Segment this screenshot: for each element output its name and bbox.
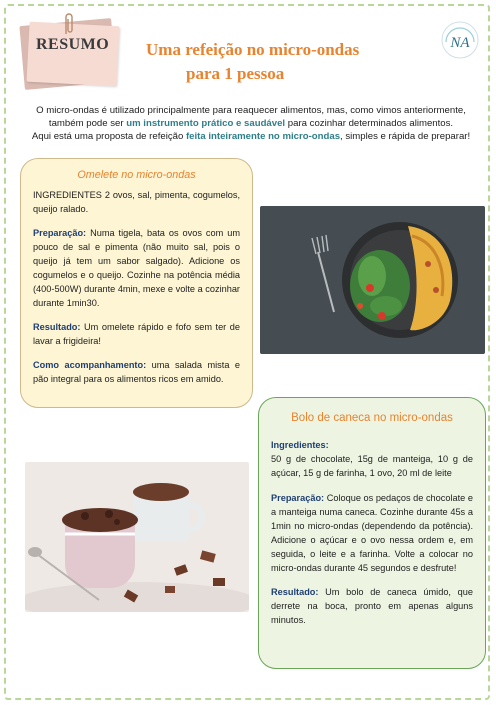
omelete-result <box>33 320 240 348</box>
bolo-prep-text: Coloque os pedaços de chocolate e a manteiga numa caneca. Cozinhe durante 45s a 1min no micro-ondas (dependendo da potência). Adicione o açúcar e o ovo nessa ordem e, em seguida, o leite e a farinha. Volte a colocar no micro-ondas durante 45 segundos e desfrute! <box>271 493 473 573</box>
omelete-side-text: uma salada mista e pão integral para os alimentos ricos em amido. <box>33 360 241 384</box>
bolo-photo <box>25 462 249 612</box>
bolo-result <box>271 585 473 627</box>
omelete-recipe-panel <box>20 158 253 408</box>
brand-logo <box>440 20 480 60</box>
bolo-ingredients-label: Ingredientes: <box>271 440 329 450</box>
page-title-line2: para 1 pessoa <box>186 64 285 83</box>
omelete-side-label: Como acompanhamento: <box>33 360 147 370</box>
intro-highlight-2: feita inteiramente no micro-ondas <box>185 131 341 142</box>
page-title-line1: Uma refeição no micro-ondas <box>146 40 360 59</box>
bolo-title: Bolo de caneca no micro-ondas <box>291 412 453 424</box>
paperclip-icon <box>62 12 74 36</box>
omelete-photo <box>260 206 485 354</box>
omelete-ingredients: INGREDIENTES 2 ovos, sal, pimenta, cogumelos, queijo ralado. <box>33 190 240 214</box>
bolo-prep-label: Preparação: <box>271 493 325 503</box>
intro-highlight-1: um instrumento prático e saudável <box>126 118 286 129</box>
bolo-ingredients <box>271 438 473 480</box>
omelete-prep-label: Preparação: <box>33 228 87 238</box>
bolo-preparation <box>271 491 473 575</box>
intro-paragraph <box>20 104 482 143</box>
bolo-result-label: Resultado: <box>271 587 319 597</box>
omelete-prep-text: Numa tigela, bata os ovos com um pouco de sal e pimenta (não muito sal, pois o queijo já tem um sabor salgado). Adicione os cogumelos e o queijo. Cozinhe na potência média (400-500W) durante 4min, mexe e volte a cozinhar durante 1min30. <box>33 228 240 308</box>
omelete-title: Omelete no micro-ondas <box>77 169 196 181</box>
intro-text-2: para cozinhar determinados alimentos. <box>285 118 454 129</box>
intro-text-3: Aqui está uma proposta de refeição <box>31 131 186 142</box>
bolo-ingredients-text: 50 g de chocolate, 15g de manteiga, 10 g de açúcar, 15 g de farinha, 1 ovo, 20 ml de leite <box>271 454 473 478</box>
summary-badge: RESUMO <box>36 36 110 53</box>
omelete-preparation <box>33 226 240 310</box>
bolo-recipe-panel <box>258 397 486 669</box>
bolo-result-text: Um bolo de caneca úmido, que derrete na boca, pronto em apenas alguns minutos. <box>271 587 473 625</box>
omelete-side <box>33 358 240 386</box>
intro-text-1: O micro-ondas é utilizado principalmente para reaquecer alimentos, mas, como vimos anteriormente, também pode ser <box>36 105 466 129</box>
brand-logo-text: NA <box>450 35 470 51</box>
intro-text-4: , simples e rápida de preparar! <box>340 131 471 142</box>
omelete-result-label: Resultado: <box>33 322 81 332</box>
omelete-result-text: Um omelete rápido e fofo sem ter de lavar a frigideira! <box>33 322 240 346</box>
